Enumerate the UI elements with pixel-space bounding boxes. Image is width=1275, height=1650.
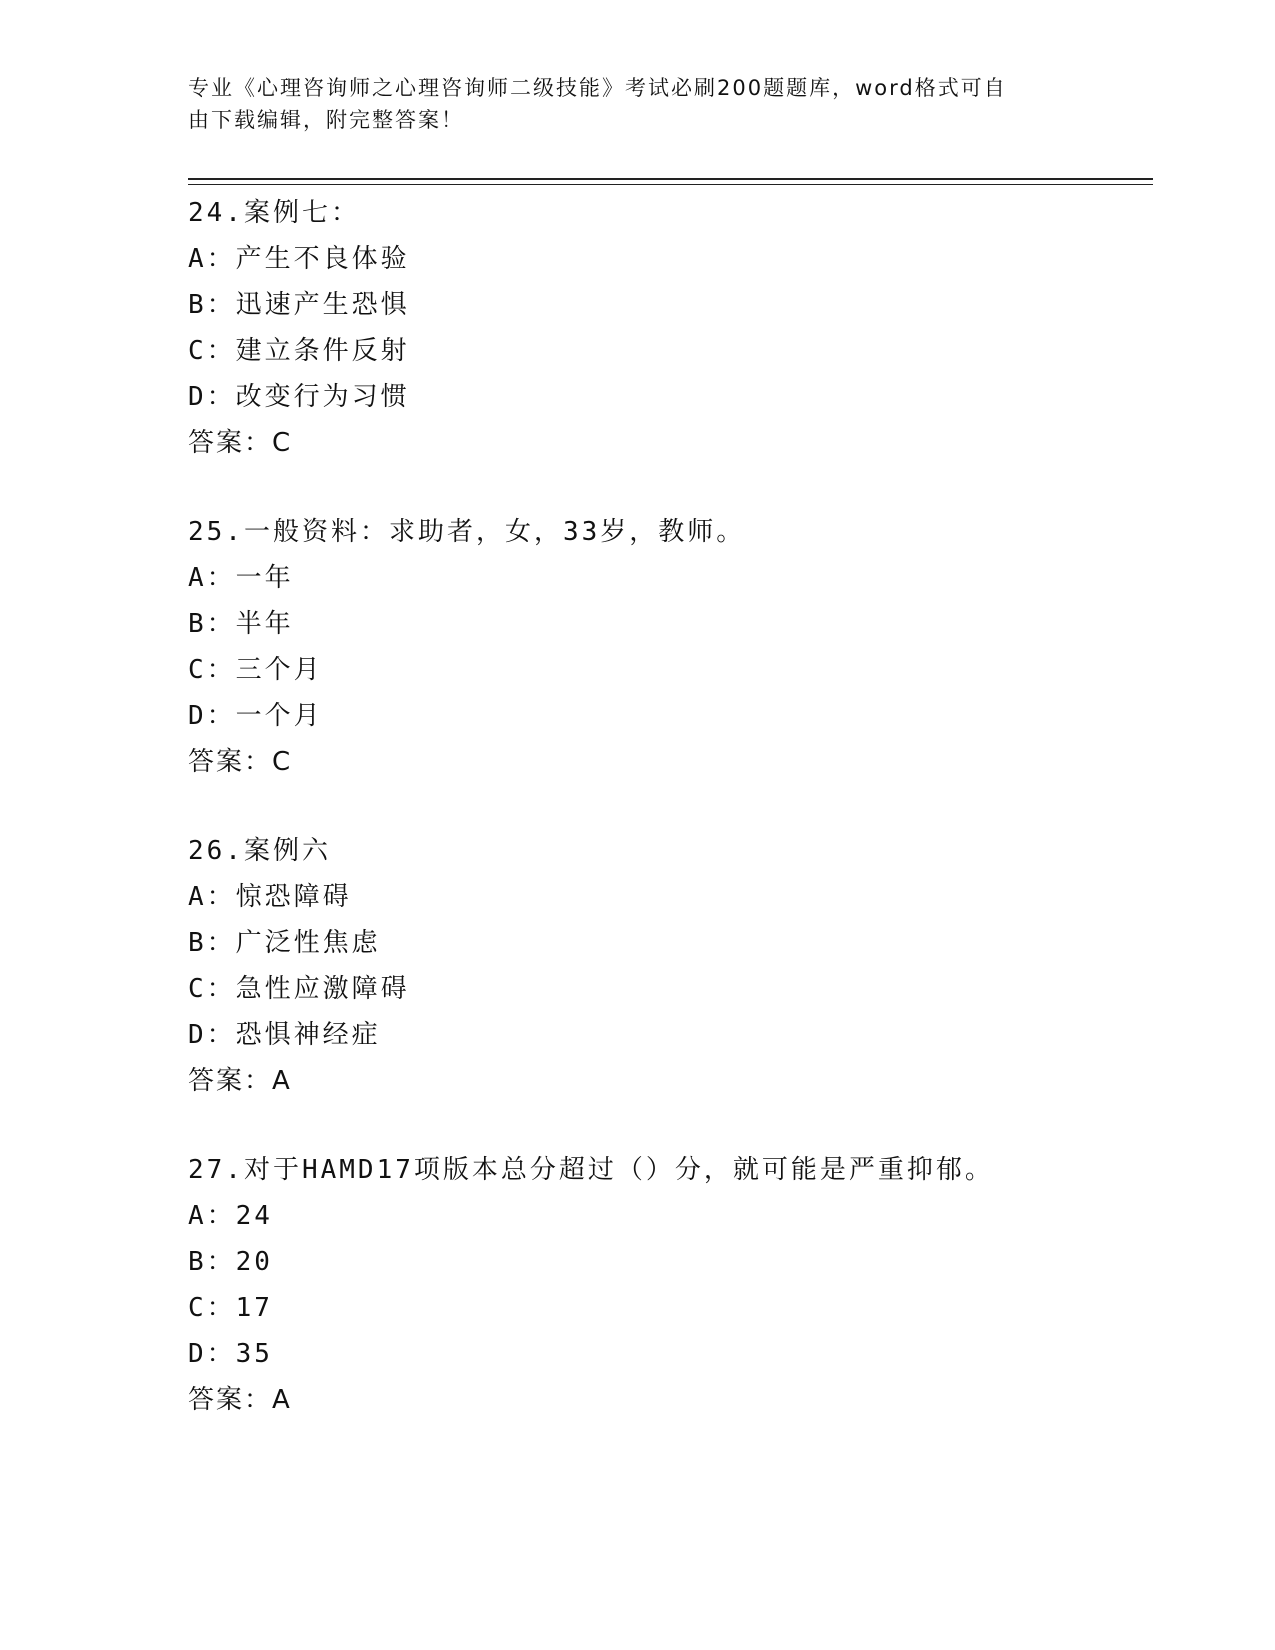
question-27	[188, 1147, 1153, 1423]
option-c: C：建立条件反射	[188, 336, 410, 366]
option-c: C：三个月	[188, 655, 323, 685]
header-line-1: 专业《心理咨询师之心理咨询师二级技能》考试必刷200题题库，word格式可自	[188, 76, 1007, 100]
question-26	[188, 828, 1153, 1104]
header-divider-thick	[188, 178, 1153, 180]
option-a: A：惊恐障碍	[188, 882, 352, 912]
option-b: B：20	[188, 1247, 273, 1277]
option-a: A：24	[188, 1201, 273, 1231]
option-d: D：35	[188, 1339, 273, 1369]
option-a: A：产生不良体验	[188, 244, 410, 274]
question-25	[188, 509, 1153, 785]
question-stem: 27.对于HAMD17项版本总分超过（）分，就可能是严重抑郁。	[188, 1155, 994, 1185]
question-stem: 24.案例七：	[188, 198, 360, 228]
option-d: D：一个月	[188, 701, 323, 731]
header-line-2: 由下载编辑，附完整答案！	[188, 108, 464, 132]
option-b: B：半年	[188, 609, 294, 639]
question-list	[188, 190, 1153, 1466]
option-b: B：广泛性焦虑	[188, 928, 381, 958]
option-c: C：17	[188, 1293, 273, 1323]
option-c: C：急性应激障碍	[188, 974, 410, 1004]
option-d: D：改变行为习惯	[188, 382, 410, 412]
answer-line: 答案：C	[188, 747, 293, 777]
answer-line: 答案：C	[188, 428, 293, 458]
question-stem: 25.一般资料：求助者，女，33岁，教师。	[188, 517, 746, 547]
header-divider-thin	[188, 184, 1153, 185]
question-24	[188, 190, 1153, 466]
option-a: A：一年	[188, 563, 294, 593]
document-header	[188, 72, 1068, 136]
question-stem: 26.案例六	[188, 836, 331, 866]
answer-line: 答案：A	[188, 1385, 292, 1415]
option-d: D：恐惧神经症	[188, 1020, 381, 1050]
option-b: B：迅速产生恐惧	[188, 290, 410, 320]
answer-line: 答案：A	[188, 1066, 292, 1096]
